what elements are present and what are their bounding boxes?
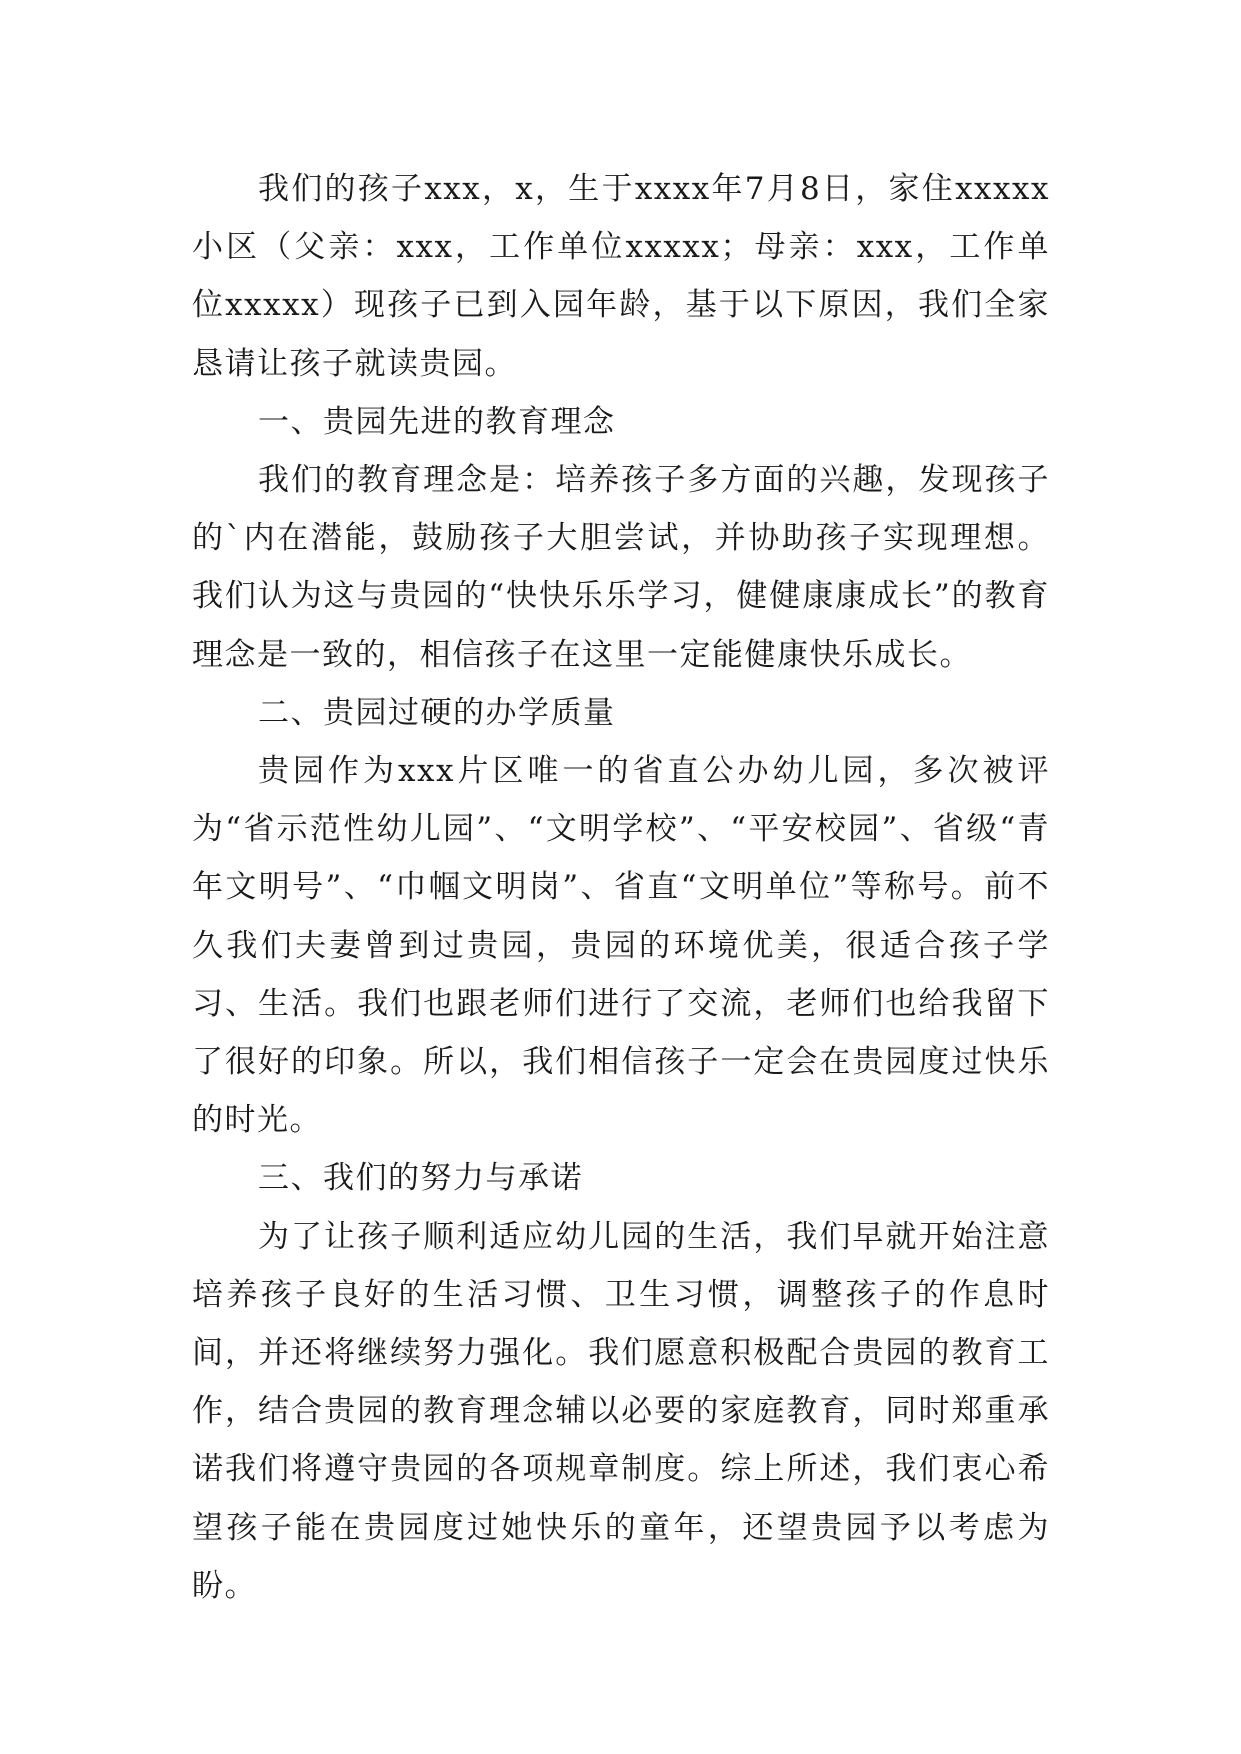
section-heading-1: 一、贵园先进的教育理念 [258, 403, 616, 440]
section-heading-2: 二、贵园过硬的办学质量 [258, 694, 616, 731]
document-body [192, 160, 1050, 1615]
section-paragraph-3: 为了让孩子顺利适应幼儿园的生活，我们早就开始注意培养孩子良好的生活习惯、卫生习惯，调整孩子的作息时间，并还将继续努力强化。我们愿意积极配合贵园的教育工作，结合贵园的教育理念辅以必要的家庭教育，同时郑重承诺我们将遵守贵园的各项规章制度。综上所述，我们衷心希望孩子能在贵园度过她快乐的童年，还望贵园予以考虑为盼。 [192, 1218, 1050, 1604]
section-heading-3: 三、我们的努力与承诺 [258, 1160, 583, 1197]
intro-paragraph: 我们的孩子xxx，x，生于xxxx年7月8日，家住xxxxx小区（父亲：xxx，工作单位xxxxx；母亲：xxx，工作单位xxxxx）现孩子已到入园年龄，基于以下原因，我们全家恳请让孩子就读贵园。 [192, 171, 1050, 382]
section-paragraph-1: 我们的教育理念是：培养孩子多方面的兴趣，发现孩子的`内在潜能，鼓励孩子大胆尝试，并协助孩子实现理想。我们认为这与贵园的“快快乐乐学习，健健康康成长”的教育理念是一致的，相信孩子在这里一定能健康快乐成长。 [192, 462, 1050, 673]
section-paragraph-2: 贵园作为xxx片区唯一的省直公办幼儿园，多次被评为“省示范性幼儿园”、“文明学校”、“平安校园”、省级“青年文明号”、“巾帼文明岗”、省直“文明单位”等称号。前不久我们夫妻曾到过贵园，贵园的环境优美，很适合孩子学习、生活。我们也跟老师们进行了交流，老师们也给我留下了很好的印象。所以，我们相信孩子一定会在贵园度过快乐的时光。 [192, 753, 1050, 1139]
